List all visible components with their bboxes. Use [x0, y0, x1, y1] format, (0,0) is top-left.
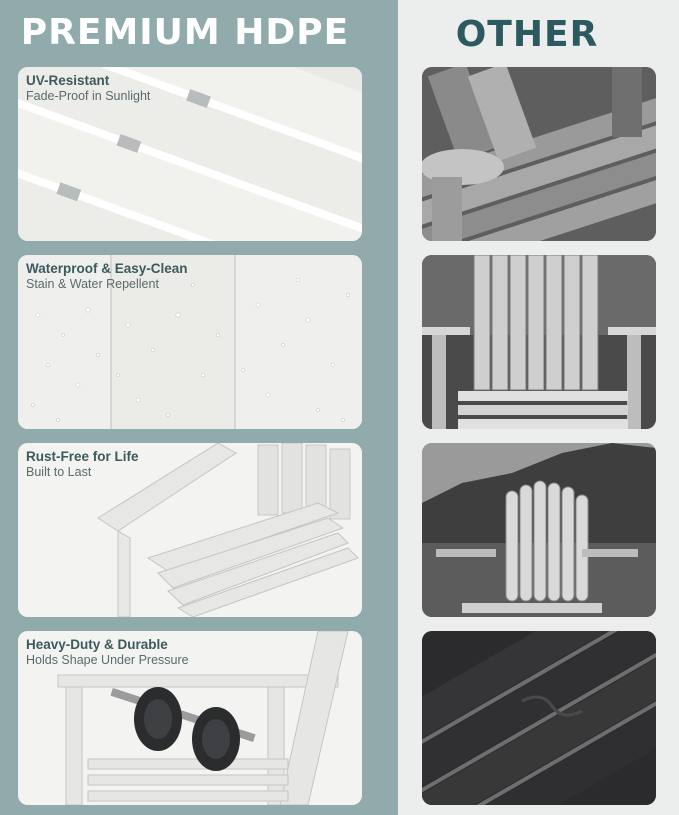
uv-resistant-panel — [18, 67, 362, 241]
feature-title: Heavy-Duty & Durable — [26, 637, 168, 652]
feature-subtitle: Stain & Water Repellent — [26, 277, 159, 291]
waterproof-panel — [18, 255, 362, 429]
feature-subtitle: Fade-Proof in Sunlight — [26, 89, 151, 103]
weathered-wood-chair-photo — [422, 67, 656, 241]
feature-title: Rust-Free for Life — [26, 449, 139, 464]
rust-free-panel — [18, 443, 362, 617]
feature-subtitle: Holds Shape Under Pressure — [26, 653, 189, 667]
feature-title: Waterproof & Easy-Clean — [26, 261, 188, 276]
premium-hdpe-heading: PREMIUM HDPE — [20, 12, 350, 53]
other-heading: OTHER — [455, 14, 599, 55]
feature-title: UV-Resistant — [26, 73, 110, 88]
lakeside-chair-photo — [422, 443, 656, 617]
heavy-duty-panel — [18, 631, 362, 805]
dark-plastic-slats-photo — [422, 631, 656, 805]
feature-subtitle: Built to Last — [26, 465, 92, 479]
peeling-paint-chair-photo — [422, 255, 656, 429]
